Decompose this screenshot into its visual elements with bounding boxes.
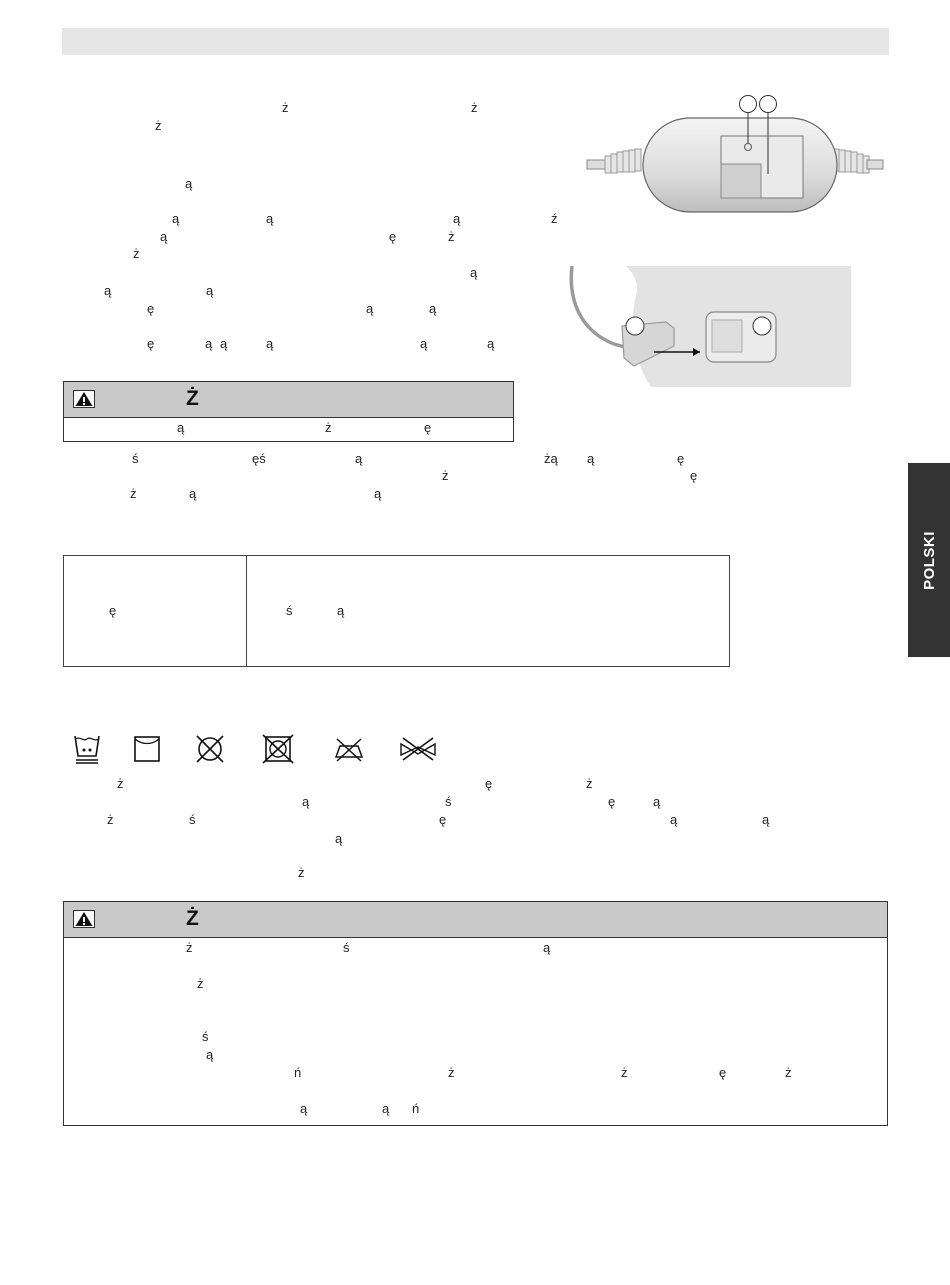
language-tab [908,463,950,657]
warning-body [63,938,888,1126]
text-fragment: ą [762,812,770,827]
text-fragment: ż [155,118,162,133]
text-fragment: ęś [252,451,266,466]
table-cell-left: ę [109,603,117,618]
text-fragment: ę [485,776,493,791]
text-fragment: ę [608,794,616,809]
callout-circle [626,317,644,335]
table-cell-right: ą [337,603,345,618]
text-fragment: ę [439,812,447,827]
text-fragment: ż [586,776,593,791]
text-fragment: ą [104,283,112,298]
cable-left [587,149,641,173]
text-fragment: ą [470,265,478,280]
text-fragment: ą [220,336,228,351]
connector-illustration [566,266,851,387]
text-fragment: ż [130,486,137,501]
wash-30-icon [72,733,102,765]
text-fragment: ż [442,468,449,483]
text-fragment: ą [205,336,213,351]
header-bar [62,28,889,55]
text-fragment: ż [471,100,478,115]
text-fragment: ą [177,420,185,435]
text-fragment: ą [189,486,197,501]
text-fragment: ą [206,1047,214,1062]
callout-circle [740,96,757,113]
text-fragment: ą [185,176,193,191]
text-fragment: ą [160,229,168,244]
text-fragment: ą [587,451,595,466]
cable-right [833,149,883,173]
warning-icon [73,910,95,928]
callout-circle [760,96,777,113]
callout-circle [753,317,771,335]
text-fragment: ą [487,336,495,351]
text-fragment: ż [448,1065,455,1080]
text-fragment: ś [189,812,196,827]
no-tumble-dry-icon [262,734,294,764]
text-fragment: ą [172,211,180,226]
text-fragment: ą [382,1101,390,1116]
text-fragment: ą [670,812,678,827]
text-fragment: ż [621,1065,628,1080]
no-dry-clean-icon [195,734,225,764]
text-fragment: ę [147,336,155,351]
text-fragment: ą [453,211,461,226]
text-fragment: ż [133,246,140,261]
text-fragment: ż [282,100,289,115]
text-fragment: ą [302,794,310,809]
text-fragment: ę [690,468,698,483]
text-fragment: ź [551,211,558,226]
text-fragment: ż [448,229,455,244]
text-fragment: ś [132,451,139,466]
text-fragment: ą [335,831,343,846]
text-fragment: ą [266,336,274,351]
text-fragment: ę [424,420,432,435]
text-fragment: żą [544,451,558,466]
warning-header [63,381,514,418]
text-fragment: ż [785,1065,792,1080]
text-fragment: ą [420,336,428,351]
text-fragment: ś [202,1029,209,1044]
text-fragment: ą [266,211,274,226]
text-fragment: ż [186,940,193,955]
slide-switch [721,164,761,198]
text-fragment: ą [653,794,661,809]
text-fragment: ń [294,1065,302,1080]
warning-header [63,901,888,938]
warning-title: Ż [186,387,199,410]
text-fragment: ż [197,976,204,991]
language-tab-label: POLSKI [920,530,938,590]
controller-illustration [585,94,885,219]
warning-icon [73,390,95,408]
text-fragment: ą [300,1101,308,1116]
text-fragment: ę [719,1065,727,1080]
text-fragment: ę [677,451,685,466]
text-fragment: ą [355,451,363,466]
text-fragment: ż [107,812,114,827]
text-fragment: ż [325,420,332,435]
text-fragment: ą [206,283,214,298]
text-fragment: ś [343,940,350,955]
text-fragment: ę [147,301,155,316]
no-iron-icon [333,736,365,762]
text-fragment: ą [543,940,551,955]
warning-body [63,418,514,442]
text-fragment: ś [445,794,452,809]
text-fragment: ą [374,486,382,501]
info-table [63,555,730,667]
text-fragment: ą [366,301,374,316]
table-cell-right: ś [286,603,293,618]
text-fragment: ż [298,865,305,880]
tumble-dry-no-icon [133,735,161,763]
text-fragment: ą [429,301,437,316]
text-fragment: ę [389,229,397,244]
text-fragment: ż [117,776,124,791]
no-bleach-icon [398,736,438,762]
connector-photo [566,266,851,387]
text-fragment: ń [412,1101,420,1116]
warning-title: Ż [186,907,199,930]
table-divider [246,556,247,666]
